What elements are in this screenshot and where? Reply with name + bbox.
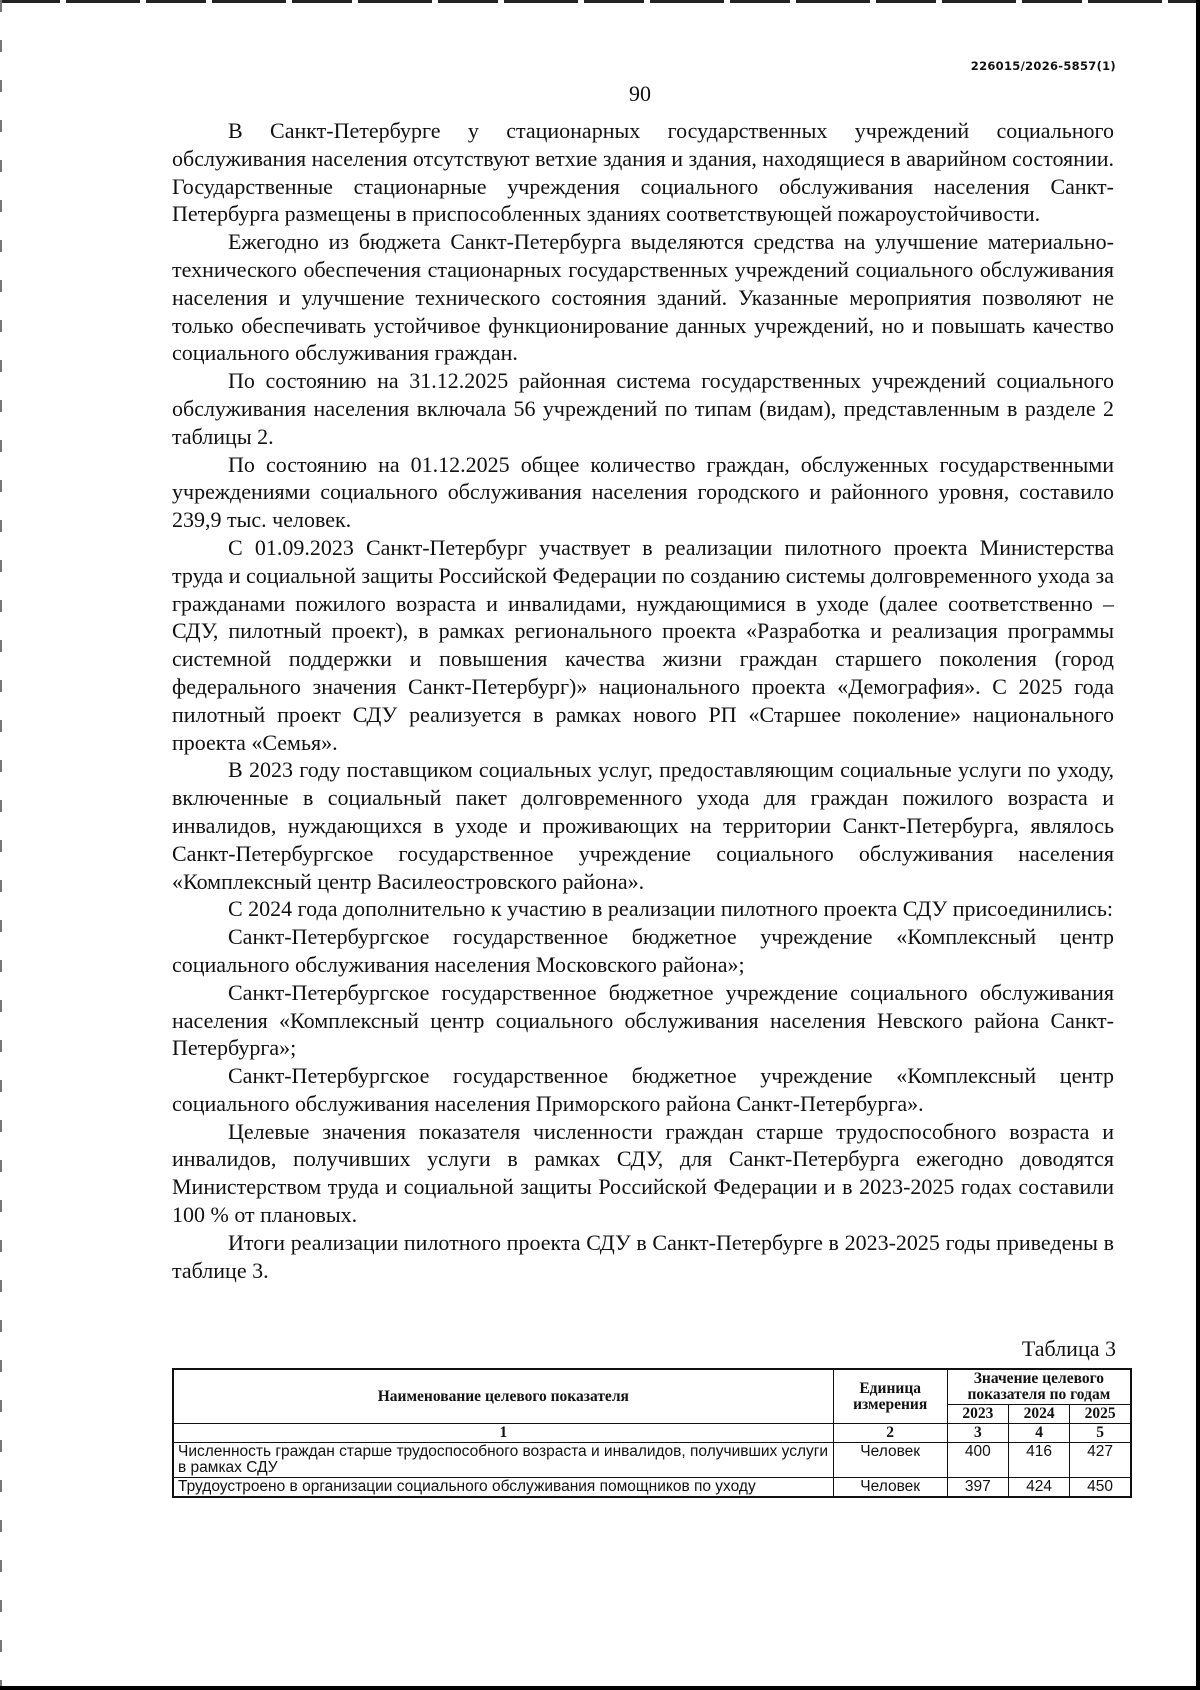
- indicator-value: 427: [1070, 1443, 1131, 1478]
- column-number: 1: [173, 1424, 833, 1443]
- paragraph: В Санкт-Петербурге у стационарных государственных учреждений социального обслуживания населения отсутствуют ветхие здания и здания, находящиеся в аварийном состоянии. Государственные стационарные учреждения социального обслуживания населения Санкт-Петербурга размещены в приспособленных зданиях соответствующей пожароустойчивости.: [172, 118, 1114, 227]
- header-year: 2024: [1008, 1405, 1069, 1424]
- column-number: 3: [947, 1424, 1008, 1443]
- header-target-value: Значение целевого показателя по годам: [947, 1369, 1131, 1405]
- table-row: [173, 1478, 1131, 1498]
- indicator-value: 450: [1070, 1478, 1131, 1498]
- scan-edge-right: [1196, 0, 1200, 1690]
- scan-edge-bottom: [0, 1686, 1200, 1690]
- indicator-value: 416: [1008, 1443, 1069, 1478]
- column-number: 4: [1008, 1424, 1069, 1443]
- paragraph: По состоянию на 01.12.2025 общее количество граждан, обслуженных государственными учреждениями социального обслуживания населения городского и районного уровня, составило 239,9 тыс. человек.: [172, 451, 1114, 533]
- header-year: 2023: [947, 1405, 1008, 1424]
- column-number: 5: [1070, 1424, 1131, 1443]
- table-caption: Таблица 3: [1021, 1336, 1116, 1361]
- paragraph: Санкт-Петербургское государственное бюджетное учреждение социального обслуживания населения «Комплексный центр социального обслуживания населения Невского района Санкт-Петербурга»;: [172, 979, 1114, 1061]
- indicator-unit: Человек: [833, 1443, 947, 1478]
- indicator-name: Численность граждан старше трудоспособного возраста и инвалидов, получивших услуги в рамках СДУ: [173, 1443, 833, 1478]
- paragraph: С 01.09.2023 Санкт-Петербург участвует в реализации пилотного проекта Министерства труда и социальной защиты Российской Федерации по созданию системы долговременного ухода за гражданами пожилого возраста и инвалидами, нуждающимися в уходе (далее соответственно – СДУ, пилотный проект), в рамках регионального проекта «Разработка и реализация программы системной поддержки и повышения качества жизни граждан старшего поколения (город федерального значения Санкт-Петербург)» национального проекта «Демография». С 2025 года пилотный проект СДУ реализуется в рамках нового РП «Старшее поколение» национального проекта «Семья».: [172, 534, 1114, 755]
- indicators-table: [172, 1368, 1132, 1498]
- paragraph: С 2024 года дополнительно к участию в реализации пилотного проекта СДУ присоединились:: [228, 896, 1113, 922]
- paragraph: По состоянию на 31.12.2025 районная система государственных учреждений социального обслуживания населения включала 56 учреждений по типам (видам), представленным в разделе 2 таблицы 2.: [172, 368, 1114, 449]
- page-number: 90: [629, 81, 651, 106]
- header-unit: Единица измерения: [833, 1369, 947, 1424]
- indicator-value: 424: [1008, 1478, 1069, 1498]
- header-indicator-name: Наименование целевого показателя: [173, 1369, 833, 1424]
- paragraph: Итоги реализации пилотного проекта СДУ в Санкт-Петербурге в 2023-2025 годы приведены в таблице 3.: [172, 1229, 1114, 1283]
- paragraph: Санкт-Петербургское государственное бюджетное учреждение «Комплексный центр социального обслуживания населения Приморского района Санкт-Петербурга».: [172, 1063, 1114, 1116]
- indicator-unit: Человек: [833, 1478, 947, 1498]
- paragraph: Санкт-Петербургское государственное бюджетное учреждение «Комплексный центр социального обслуживания населения Московского района»;: [172, 924, 1114, 977]
- scan-edge-left: [0, 0, 2, 1690]
- column-number: 2: [833, 1424, 947, 1443]
- document-number: 226015/2026-5857(1): [970, 59, 1116, 73]
- scan-edge-top: [0, 0, 1200, 3]
- indicator-name: Трудоустроено в организации социального обслуживания помощников по уходу: [173, 1478, 833, 1498]
- header-year: 2025: [1070, 1405, 1131, 1424]
- indicator-value: 397: [947, 1478, 1008, 1498]
- paragraph: В 2023 году поставщиком социальных услуг, предоставляющим социальные услуги по уходу, включенные в социальный пакет долговременного ухода для граждан пожилого возраста и инвалидов, нуждающихся в уходе и проживающих на территории Санкт-Петербурга, являлось Санкт-Петербургское государственное учреждение социального обслуживания населения «Комплексный центр Василеостровского района».: [172, 757, 1114, 894]
- paragraph: Ежегодно из бюджета Санкт-Петербурга выделяются средства на улучшение материально-технического обеспечения стационарных государственных учреждений социального обслуживания населения и улучшение технического состояния зданий. Указанные мероприятия позволяют не только обеспечивать устойчивое функционирование данных учреждений, но и повышать качество социального обслуживания граждан.: [172, 229, 1114, 366]
- table-row: [173, 1443, 1131, 1478]
- body-text: [172, 117, 1114, 1284]
- indicator-value: 400: [947, 1443, 1008, 1478]
- paragraph: Целевые значения показателя численности граждан старше трудоспособного возраста и инвалидов, получивших услуги в рамках СДУ, для Санкт-Петербурга ежегодно доводятся Министерством труда и социальной защиты Российской Федерации и в 2023-2025 годах составили 100 % от плановых.: [172, 1118, 1114, 1228]
